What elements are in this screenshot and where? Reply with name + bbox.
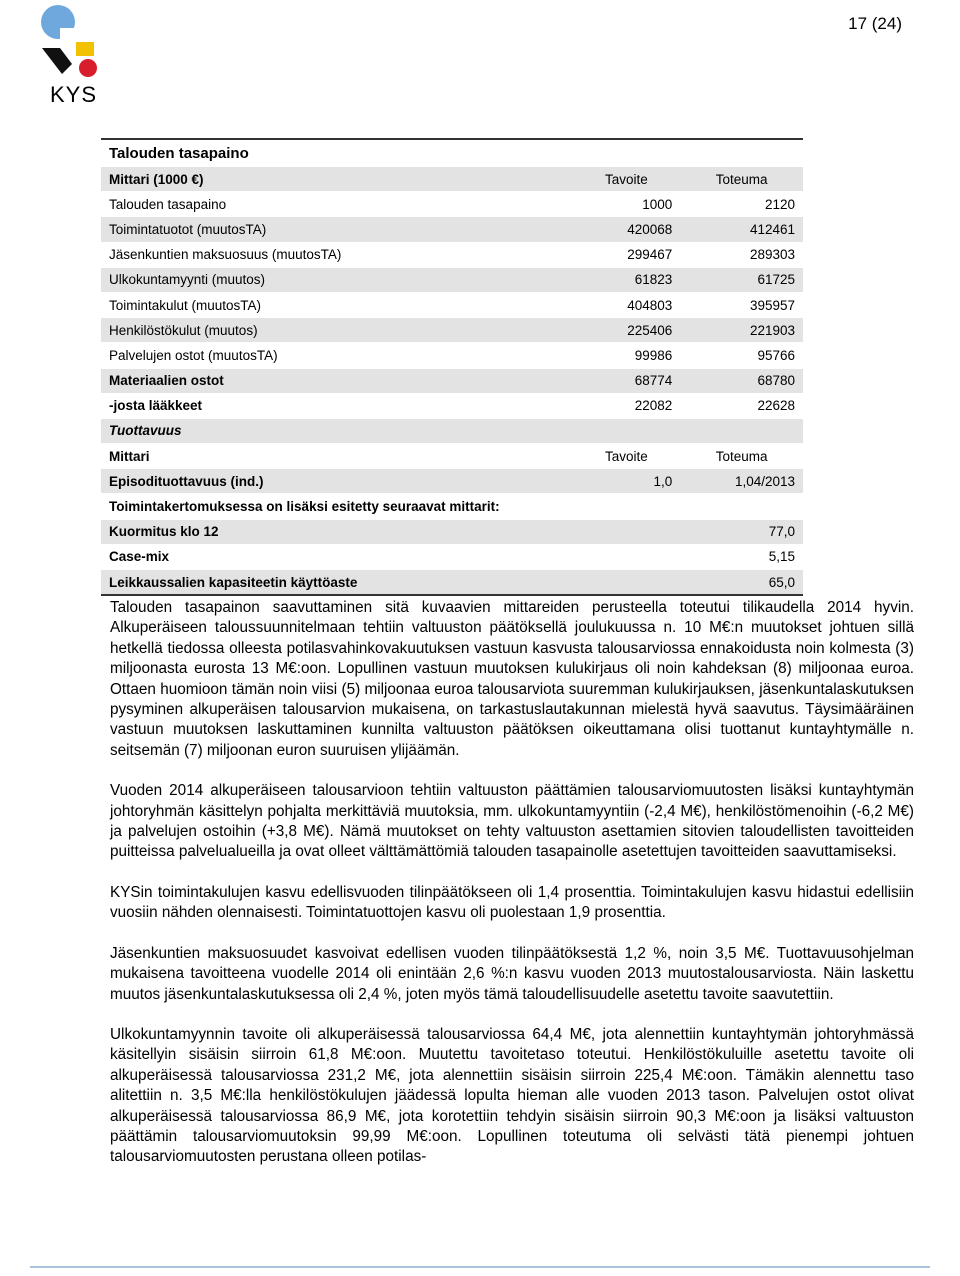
table-row — [101, 368, 803, 393]
table-row — [101, 267, 803, 292]
table-row — [101, 192, 803, 217]
row-label: Materiaalien ostot — [101, 368, 573, 393]
paragraph: Talouden tasapainon saavuttaminen sitä kuvaavien mittareiden perusteella toteutui tilikaudella 2014 hyvin. Alkuperäiseen taloussuunnitelmaan tehtiin valtuuston päätöksellä joulukuussa n. 10 M€:n muutokset johtuen sillä hetkellä tiedossa olleesta potilasvahinkovakuutuksen vastuun kasvusta talousarviossa ennakoidusta noin kolmesta (3) miljoonasta eurosta 13 M€:oon. Lopullinen vastuun muutoksen kulukirjaus oli noin kahdeksan (8) miljoonaa euroa. Ottaen huomioon tämän noin viisi (5) miljoonaa euroa talousarviota suuremman kulukirjauksen, jäsenkuntalaskutuksen pysyminen alkuperäisen talousarvion mukaisena, on tarkastuslautakunnan mielestä hyvä saavutus. Täysimääräinen vastuun muutoksen laskuttaminen kunnilta valtuuston päätöksen oikeuttamana olisi tuottanut kuntayhtymälle n. seitsemän (7) miljoonan euron suuruisen ylijäämän. — [110, 599, 914, 759]
productivity-title: Tuottavuus — [101, 418, 803, 443]
row-actual: 22628 — [757, 398, 795, 414]
row-target: 22082 — [634, 398, 673, 414]
row-label: Jäsenkuntien maksuosuus (muutosTA) — [109, 247, 342, 263]
row-label: Toimintakulut (muutosTA) — [109, 297, 262, 313]
table-row — [101, 570, 803, 596]
row-target: 404803 — [627, 297, 673, 313]
table-row — [101, 393, 803, 418]
row-actual: 412461 — [680, 217, 803, 242]
table-row — [101, 242, 803, 267]
header-metric: Mittari (1000 €) — [101, 167, 573, 192]
row-actual: 2120 — [764, 196, 795, 212]
paragraph: Ulkokuntamyynnin tavoite oli alkuperäisessä talousarviossa 64,4 M€, jota alennettiin kuntayhtymän johtoryhmässä käsitellyin sisäisin siirroin 61,8 M€:oon. Muutettu tavoitetaso toteutui. Henkilöstökuluille asetettu tavoite oli alkuperäisessä talousarviossa 231,2 M€, jota alennettiin sisäisin siirroin 225,4 M€:oon. Tämäkin alennettu taso alitettiin n. 3,5 M€:lla henkilöstökulujen jäädessä lopulta hieman alle vuoden 2013 tason. Palvelujen ostot olivat alkuperäisessä talousarviossa 86,9 M€, jota korotettiin tehdyin sisäisin siirroin 90,3 M€:oon ja lisäksi valtuuston päättämin talousarviomuutoksin 99,99 M€:oon. Lopullinen toteutuma oli selvästi tätä pienempi johtuen talousarviomuutosten perustana olleen potilas- — [110, 1025, 914, 1166]
productivity-title-row — [101, 418, 803, 443]
header-target: Tavoite — [573, 167, 681, 192]
table-title: Talouden tasapaino — [109, 144, 249, 162]
row-actual: 395957 — [749, 297, 795, 313]
row-target: 225406 — [573, 318, 681, 343]
row-target: 299467 — [627, 247, 673, 263]
paragraph: Jäsenkuntien maksuosuudet kasvoivat edellisen vuoden tilinpäätöksestä 1,2 %, noin 3,5 M€. Tuottavuusohjelman mukaisena tavoitteena vuodelle 2014 oli enintään 2,6 %:n kasvu vuoden 2013 muutostalousarviosta. Näin laskettu muutos jäsenkuntalaskutuksessa oli 2,4 %, joten myös tämä taloudellisuudelle asetettu tavoite saavutettiin. — [110, 944, 914, 1003]
row-label: Leikkaussalien kapasiteetin käyttöaste — [101, 570, 573, 596]
table-row — [101, 519, 803, 544]
table-row — [101, 544, 803, 569]
extra-note: Toimintakertomuksessa on lisäksi esitetty seuraavat mittarit: — [109, 499, 500, 515]
row-actual: 289303 — [749, 247, 795, 263]
extra-note-row — [101, 494, 803, 519]
row-actual: 1,04/2013 — [680, 469, 803, 494]
row-actual: 221903 — [680, 318, 803, 343]
page-number: 17 (24) — [848, 14, 902, 33]
row-label: Henkilöstökulut (muutos) — [101, 318, 573, 343]
paragraph: Vuoden 2014 alkuperäiseen talousarvioon tehtiin valtuuston päättämien talousarviomuutosten lisäksi kuntayhtymän johtoryhmän käsittelyn pohjalta merkittäviä muutoksia, mm. ulkokuntamyyntiin (-2,4 M€), henkilöstömenoihin (-6,2 M€) ja palvelujen ostoihin (+3,8 M€). Nämä muutokset on tehty valtuuston asettamien sitovien taloudellisten tavoitteiden puitteissa palvelualueilla ja ovat olleet välttämättömiä talouden tasapainolle asetettujen tavoitteiden saavuttamiseksi. — [110, 782, 914, 861]
row-value: 77,0 — [680, 519, 803, 544]
paragraph: KYSin toimintakulujen kasvu edellisvuoden tilinpäätökseen oli 1,4 prosenttia. Toimintakulujen kasvu hidastui edellisiin vuosiin nähden olennaisesti. Toimintatuottojen kasvu oli puolestaan 1,9 prosenttia. — [110, 883, 914, 922]
row-label: Talouden tasapaino — [109, 196, 227, 212]
table-title-row — [101, 139, 803, 167]
row-target: 99986 — [634, 347, 673, 363]
body-text — [110, 598, 914, 1188]
footer-divider — [30, 1266, 930, 1268]
row-actual: 95766 — [757, 347, 795, 363]
table-row — [101, 318, 803, 343]
header-actual: Toteuma — [680, 167, 803, 192]
row-value: 5,15 — [768, 549, 795, 565]
economy-balance-table — [101, 138, 803, 596]
table-row — [101, 292, 803, 317]
logo-text: KYS — [50, 82, 98, 107]
row-label: -josta lääkkeet — [109, 398, 203, 414]
table-header-row — [101, 167, 803, 192]
row-target: 1000 — [642, 196, 673, 212]
row-target: 420068 — [573, 217, 681, 242]
productivity-header-row — [101, 444, 803, 469]
row-label: Episodituottavuus (ind.) — [101, 469, 573, 494]
row-label: Palvelujen ostot (muutosTA) — [109, 347, 278, 363]
row-label: Case-mix — [109, 549, 170, 565]
row-target: 1,0 — [573, 469, 681, 494]
table-row — [101, 217, 803, 242]
row-target: 61823 — [573, 267, 681, 292]
table-row — [101, 469, 803, 494]
row-value: 65,0 — [680, 570, 803, 596]
row-actual: 61725 — [680, 267, 803, 292]
row-label: Kuormitus klo 12 — [101, 519, 573, 544]
row-label: Toimintatuotot (muutosTA) — [101, 217, 573, 242]
row-label: Ulkokuntamyynti (muutos) — [101, 267, 573, 292]
row-target: 68774 — [573, 368, 681, 393]
productivity-header-metric: Mittari — [109, 448, 150, 464]
row-actual: 68780 — [680, 368, 803, 393]
productivity-header-target: Tavoite — [604, 448, 648, 464]
productivity-header-actual: Toteuma — [715, 448, 768, 464]
table-row — [101, 343, 803, 368]
